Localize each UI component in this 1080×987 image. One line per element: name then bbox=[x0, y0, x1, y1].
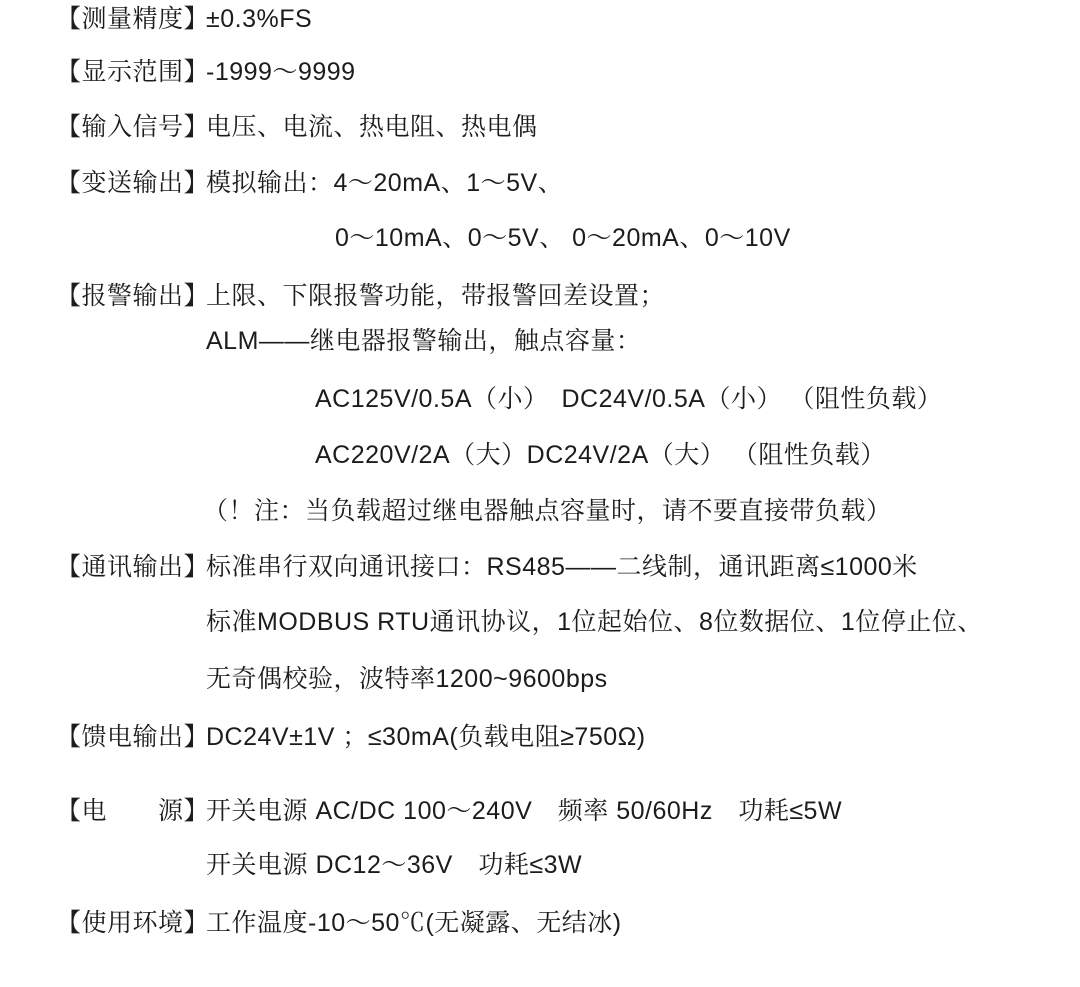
spec-label: 【输入信号】 bbox=[56, 113, 210, 141]
spec-row-transmit-output-cont bbox=[56, 220, 1070, 256]
spec-row-comm-baud bbox=[56, 661, 1070, 697]
spec-value: ALM——继电器报警输出，触点容量： bbox=[206, 327, 642, 355]
spec-row-measurement-accuracy bbox=[56, 1, 1070, 37]
spec-label: 【变送输出】 bbox=[56, 169, 210, 197]
spec-value: ±0.3%FS bbox=[206, 5, 313, 33]
spec-value: 标准串行双向通讯接口：RS485——二线制，通讯距离≤1000米 bbox=[206, 553, 918, 581]
spec-value: 0～10mA、0～5V、 0～20mA、0～10V bbox=[335, 224, 791, 252]
spec-row-comm-output bbox=[56, 549, 1070, 585]
spec-row-contact-rating-small bbox=[56, 381, 1070, 417]
spec-label: 【显示范围】 bbox=[56, 58, 210, 86]
spec-value: 开关电源 DC12～36V 功耗≤3W bbox=[206, 851, 583, 879]
spec-value: AC220V/2A（大）DC24V/2A（大） （阻性负载） bbox=[315, 441, 886, 469]
spec-value: DC24V±1V ；≤30mA(负载电阻≥750Ω) bbox=[206, 723, 646, 751]
spec-row-comm-protocol bbox=[56, 604, 1070, 640]
spec-row-power-supply-dc bbox=[56, 847, 1070, 883]
spec-value: 标准MODBUS RTU通讯协议，1位起始位、8位数据位、1位停止位、 bbox=[206, 608, 983, 636]
spec-value: -1999～9999 bbox=[206, 58, 356, 86]
spec-value: 电压、电流、热电阻、热电偶 bbox=[206, 113, 538, 141]
spec-value: 模拟输出：4～20mA、1～5V、 bbox=[206, 169, 564, 197]
spec-row-display-range bbox=[56, 54, 1070, 90]
spec-row-operating-environment bbox=[56, 905, 1070, 941]
spec-value: （！注：当负载超过继电器触点容量时，请不要直接带负载） bbox=[203, 497, 892, 525]
spec-row-alarm-relay bbox=[56, 323, 1070, 359]
spec-row-alarm-output bbox=[56, 278, 1070, 314]
spec-label: 【通讯输出】 bbox=[56, 553, 210, 581]
spec-label: 【使用环境】 bbox=[56, 909, 210, 937]
spec-label: 【电 源】 bbox=[56, 797, 210, 825]
spec-label: 【报警输出】 bbox=[56, 282, 210, 310]
spec-value: AC125V/0.5A（小） DC24V/0.5A（小） （阻性负载） bbox=[315, 385, 943, 413]
spec-value: 开关电源 AC/DC 100～240V 频率 50/60Hz 功耗≤5W bbox=[206, 797, 843, 825]
spec-value: 上限、下限报警功能，带报警回差设置； bbox=[206, 282, 666, 310]
spec-value: 无奇偶校验，波特率1200~9600bps bbox=[206, 665, 608, 693]
spec-row-power-supply-ac bbox=[56, 793, 1070, 829]
spec-row-alarm-note bbox=[56, 493, 1070, 529]
spec-row-transmit-output bbox=[56, 165, 1070, 201]
spec-value: 工作温度-10～50℃(无凝露、无结冰) bbox=[206, 909, 622, 937]
spec-row-input-signal bbox=[56, 109, 1070, 145]
spec-row-feed-output bbox=[56, 719, 1070, 755]
spec-label: 【馈电输出】 bbox=[56, 723, 210, 751]
spec-row-contact-rating-large bbox=[56, 437, 1070, 473]
spec-label: 【测量精度】 bbox=[56, 5, 210, 33]
